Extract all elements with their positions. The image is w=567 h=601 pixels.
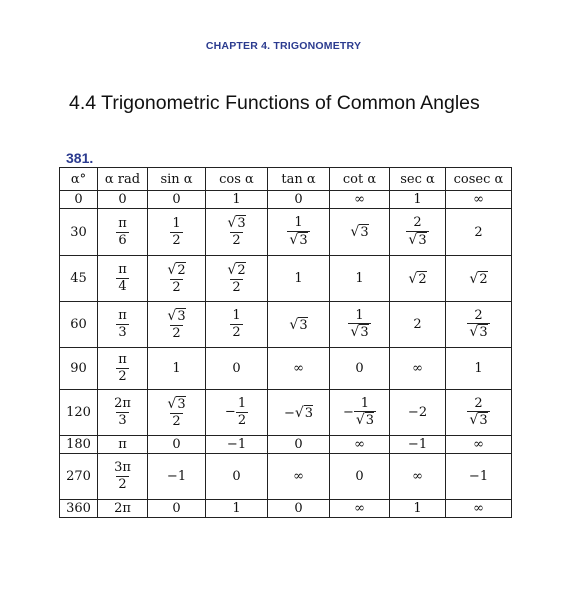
table-cell: $\frac{\pi}{3}$ [98,302,148,348]
table-cell: 1 [148,348,206,390]
table-cell: 0 [268,500,330,518]
table-cell: $\frac{2}{√3}$ [446,302,512,348]
table-cell: 2 [446,209,512,256]
table-cell: $\frac{\pi}{2}$ [98,348,148,390]
table-cell: 1 [268,256,330,302]
table-cell: 1 [390,500,446,518]
table-cell: 1 [390,191,446,209]
table-cell: 270 [60,454,98,500]
table-cell: ∞ [330,436,390,454]
table-cell: −1 [446,454,512,500]
section-title: 4.4 Trigonometric Functions of Common Angles [69,92,480,114]
table-cell: 0 [148,191,206,209]
table-cell: −1 [390,436,446,454]
table-cell: ∞ [390,454,446,500]
table-cell: $\frac{2}{√3}$ [390,209,446,256]
table-row [60,209,512,256]
table-header-row [60,168,512,191]
table-cell: ∞ [268,454,330,500]
trig-values-table [59,167,512,518]
table-cell: 2 [390,302,446,348]
table-cell: −√3 [268,390,330,436]
table-cell: 0 [206,348,268,390]
column-header: cos α [206,168,268,191]
table-cell: 1 [206,500,268,518]
table-cell: $\frac{2\pi}{3}$ [98,390,148,436]
table-cell: $\frac{\pi}{4}$ [98,256,148,302]
table-row [60,500,512,518]
table-cell: 90 [60,348,98,390]
table-cell: ∞ [390,348,446,390]
table-cell: √2 [446,256,512,302]
table-cell: √3 [330,209,390,256]
table-cell: $\frac{\pi}{6}$ [98,209,148,256]
table-cell: $\frac{√2}{2}$ [148,256,206,302]
table-cell: $\frac{√3}{2}$ [148,302,206,348]
table-cell: 30 [60,209,98,256]
column-header: α° [60,168,98,191]
table-cell: 0 [268,436,330,454]
table-cell: 0 [98,191,148,209]
table-cell: 360 [60,500,98,518]
table-cell: ∞ [330,500,390,518]
table-cell: 0 [60,191,98,209]
table-cell: 0 [330,348,390,390]
column-header: cot α [330,168,390,191]
table-cell: 60 [60,302,98,348]
column-header: tan α [268,168,330,191]
column-header: cosec α [446,168,512,191]
table-cell: 0 [206,454,268,500]
table-cell: π [98,436,148,454]
table-cell: −1 [206,436,268,454]
table-cell: √2 [390,256,446,302]
table-row [60,256,512,302]
table-cell: $\frac{√3}{2}$ [206,209,268,256]
table-cell: $\frac{2}{√3}$ [446,390,512,436]
table-cell: ∞ [330,191,390,209]
table-cell: 1 [330,256,390,302]
column-header: sec α [390,168,446,191]
table-cell: $\frac{1}{√3}$ [330,302,390,348]
table-cell: ∞ [446,500,512,518]
chapter-header: CHAPTER 4. TRIGONOMETRY [205,40,362,52]
table-row [60,191,512,209]
table-row [60,436,512,454]
table-cell: 45 [60,256,98,302]
table-cell: − $\frac{1}{√3}$ [330,390,390,436]
table-cell: 120 [60,390,98,436]
table-cell: −2 [390,390,446,436]
table-cell: $\frac{1}{2}$ [148,209,206,256]
problem-number: 381. [66,150,94,166]
table-row [60,454,512,500]
table-cell: 0 [148,500,206,518]
table-cell: 1 [446,348,512,390]
table-cell: $\frac{1}{√3}$ [268,209,330,256]
table-row [60,302,512,348]
table-cell: ∞ [268,348,330,390]
table-cell: − $\frac{1}{2}$ [206,390,268,436]
table-cell: $\frac{3\pi}{2}$ [98,454,148,500]
table-cell: 180 [60,436,98,454]
table-cell: 0 [330,454,390,500]
table-cell: √3 [268,302,330,348]
table-cell: 0 [268,191,330,209]
table-cell: $\frac{1}{2}$ [206,302,268,348]
column-header: sin α [148,168,206,191]
table-cell: 2π [98,500,148,518]
table-cell: $\frac{√3}{2}$ [148,390,206,436]
table-cell: 0 [148,436,206,454]
column-header: α rad [98,168,148,191]
table-cell: ∞ [446,191,512,209]
table-cell: −1 [148,454,206,500]
table-row [60,390,512,436]
table-cell: 1 [206,191,268,209]
table-cell: $\frac{√2}{2}$ [206,256,268,302]
table-row [60,348,512,390]
table-cell: ∞ [446,436,512,454]
